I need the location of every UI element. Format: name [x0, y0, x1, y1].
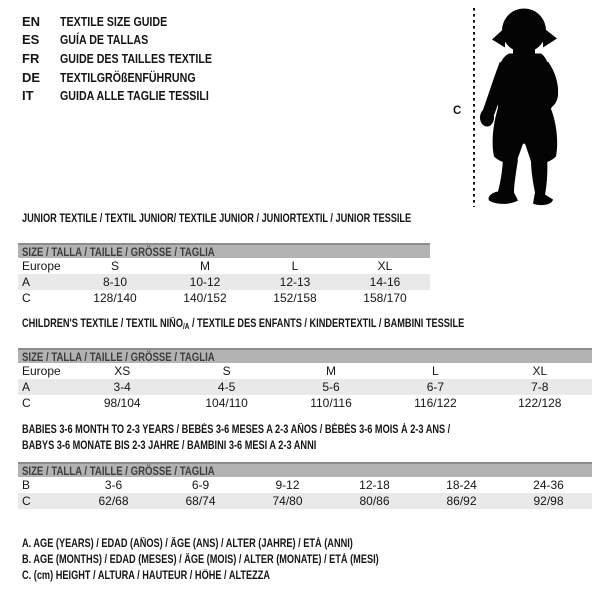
- table-cell: 14-16: [369, 275, 401, 289]
- table-cell: M: [200, 259, 210, 273]
- language-label: TEXTILGRÖßENFÜHRUNG: [60, 69, 196, 85]
- table-cell: 12-13: [279, 275, 311, 289]
- section-title-text: BABYS 3-6 MONATE BIS 2-3 JAHRE / BAMBINI 3-6 MESI A 2-3 ANNI: [22, 439, 317, 452]
- row-label: Europe: [22, 364, 61, 378]
- table-cell: 92/98: [533, 494, 564, 508]
- size-header-bar: [18, 348, 592, 363]
- table-cell: 12-18: [359, 478, 390, 492]
- table-cell: L: [432, 364, 439, 378]
- table-cell: L: [291, 259, 299, 273]
- footnote-list: [22, 536, 468, 584]
- table-cell: 6-7: [426, 380, 445, 394]
- table-cell: 80/86: [359, 494, 390, 508]
- table-cell: XS: [114, 364, 131, 378]
- language-row: [22, 12, 245, 31]
- row-label: A: [22, 380, 31, 394]
- table-cell: 140/152: [183, 291, 227, 305]
- language-code: IT: [22, 88, 34, 104]
- table-cell: M: [325, 364, 336, 378]
- table-cell: 7-8: [531, 380, 549, 394]
- row-label: C: [22, 494, 31, 508]
- row-label: B: [22, 478, 31, 492]
- footnote-text: B. AGE (MONTHS) / EDAD (MESES) / ÂGE (MOIS) / ALTER (MONATE) / ETÀ (MESI): [22, 554, 379, 566]
- table-cell: S: [222, 364, 231, 378]
- table-row: [18, 395, 592, 411]
- table-cell: 110/116: [310, 396, 352, 410]
- table-cell: 68/74: [185, 494, 216, 508]
- language-row: [22, 49, 245, 68]
- table-cell: 62/68: [98, 494, 129, 508]
- babies-size-table: [18, 462, 592, 509]
- junior-size-table: [18, 243, 430, 306]
- language-code: DE: [22, 69, 41, 85]
- footnote-text: A. AGE (YEARS) / EDAD (AÑOS) / ÂGE (ANS) / ALTER (JAHRE) / ETÀ (ANNI): [22, 538, 353, 550]
- table-cell: 5-6: [322, 380, 340, 394]
- language-label: TEXTILE SIZE GUIDE: [60, 13, 168, 29]
- language-list: [22, 12, 245, 105]
- language-code: EN: [22, 13, 41, 29]
- baby-silhouette-icon: [479, 6, 579, 213]
- table-cell: XL: [532, 364, 548, 378]
- table-cell: 10-12: [189, 275, 221, 289]
- section-title-babies: [22, 423, 557, 454]
- language-row: [22, 68, 245, 87]
- section-title-text: CHILDREN'S TEXTILE / TEXTIL NIÑO: [22, 318, 183, 330]
- table-cell: S: [110, 259, 119, 273]
- size-header-text: SIZE / TALLA / TAILLE / GRÖSSE / TAGLIA: [22, 244, 215, 259]
- row-label: A: [22, 275, 31, 289]
- table-cell: 74/80: [272, 494, 303, 508]
- language-label: GUIDE DES TAILLES TEXTILE: [60, 50, 213, 66]
- table-cell: 18-24: [446, 478, 477, 492]
- table-row: [18, 477, 592, 493]
- table-row: [18, 493, 592, 509]
- size-header-bar: [18, 462, 592, 477]
- footnote: [22, 536, 468, 552]
- table-cell: 4-5: [217, 380, 236, 394]
- language-row: [22, 31, 245, 50]
- table-cell: 24-36: [533, 478, 564, 492]
- figure-height-label: C: [453, 105, 462, 117]
- table-cell: 8-10: [102, 275, 128, 289]
- section-title-line: [22, 439, 450, 455]
- table-row: [18, 290, 430, 306]
- table-cell: XL: [377, 259, 393, 273]
- size-header-text: SIZE / TALLA / TAILLE / GRÖSSE / TAGLIA: [22, 463, 215, 478]
- table-cell: 3-4: [113, 380, 131, 394]
- dashed-height-line: [472, 8, 476, 212]
- section-title-line: [22, 317, 464, 335]
- row-label: C: [22, 291, 31, 305]
- section-title-children: [22, 317, 575, 335]
- table-cell: 128/140: [93, 291, 137, 305]
- table-row: [18, 258, 430, 274]
- language-row: [22, 86, 245, 105]
- table-cell: 9-12: [275, 478, 300, 492]
- table-row: [18, 363, 592, 379]
- table-cell: 6-9: [191, 478, 210, 492]
- table-cell: 86/92: [446, 494, 477, 508]
- language-code: ES: [22, 32, 40, 48]
- section-title-line: [22, 423, 450, 439]
- size-header-bar: [18, 243, 430, 258]
- section-title-text: /A: [182, 322, 190, 331]
- section-title-text: JUNIOR TEXTILE / TEXTIL JUNIOR/ TEXTILE JUNIOR / JUNIORTEXTIL / JUNIOR TESSILE: [22, 213, 412, 225]
- size-header-text: SIZE / TALLA / TAILLE / GRÖSSE / TAGLIA: [22, 349, 215, 364]
- table-cell: 3-6: [104, 478, 123, 492]
- language-label: GUÍA DE TALLAS: [60, 32, 149, 48]
- table-row: [18, 379, 592, 395]
- section-title-line: [22, 212, 411, 228]
- section-title-junior: [22, 212, 508, 228]
- row-label: Europe: [22, 259, 61, 273]
- table-cell: 158/170: [363, 291, 407, 305]
- section-title-text: / TEXTILE DES ENFANTS / KINDERTEXTIL / BAMBINI TESSILE: [189, 318, 465, 330]
- children-size-table: [18, 348, 592, 411]
- table-row: [18, 274, 430, 290]
- language-code: FR: [22, 50, 40, 66]
- table-cell: 122/128: [518, 396, 562, 410]
- table-cell: 98/104: [103, 396, 141, 410]
- footnote-text: C. (cm) HEIGHT / ALTURA / HAUTEUR / HÖHE / ALTEZZA: [22, 570, 271, 582]
- row-label: C: [22, 396, 31, 410]
- table-cell: 104/110: [205, 396, 248, 410]
- language-label: GUIDA ALLE TAGLIE TESSILI: [60, 88, 209, 104]
- footnote: [22, 568, 468, 584]
- table-cell: 152/158: [273, 291, 317, 305]
- footnote: [22, 552, 468, 568]
- table-cell: 116/122: [414, 396, 457, 410]
- section-title-text: BABIES 3-6 MONTH TO 2-3 YEARS / BEBÉS 3-6 MESES A 2-3 AÑOS / BÉBÉS 3-6 MOIS À 2-3 ANS /: [22, 424, 451, 436]
